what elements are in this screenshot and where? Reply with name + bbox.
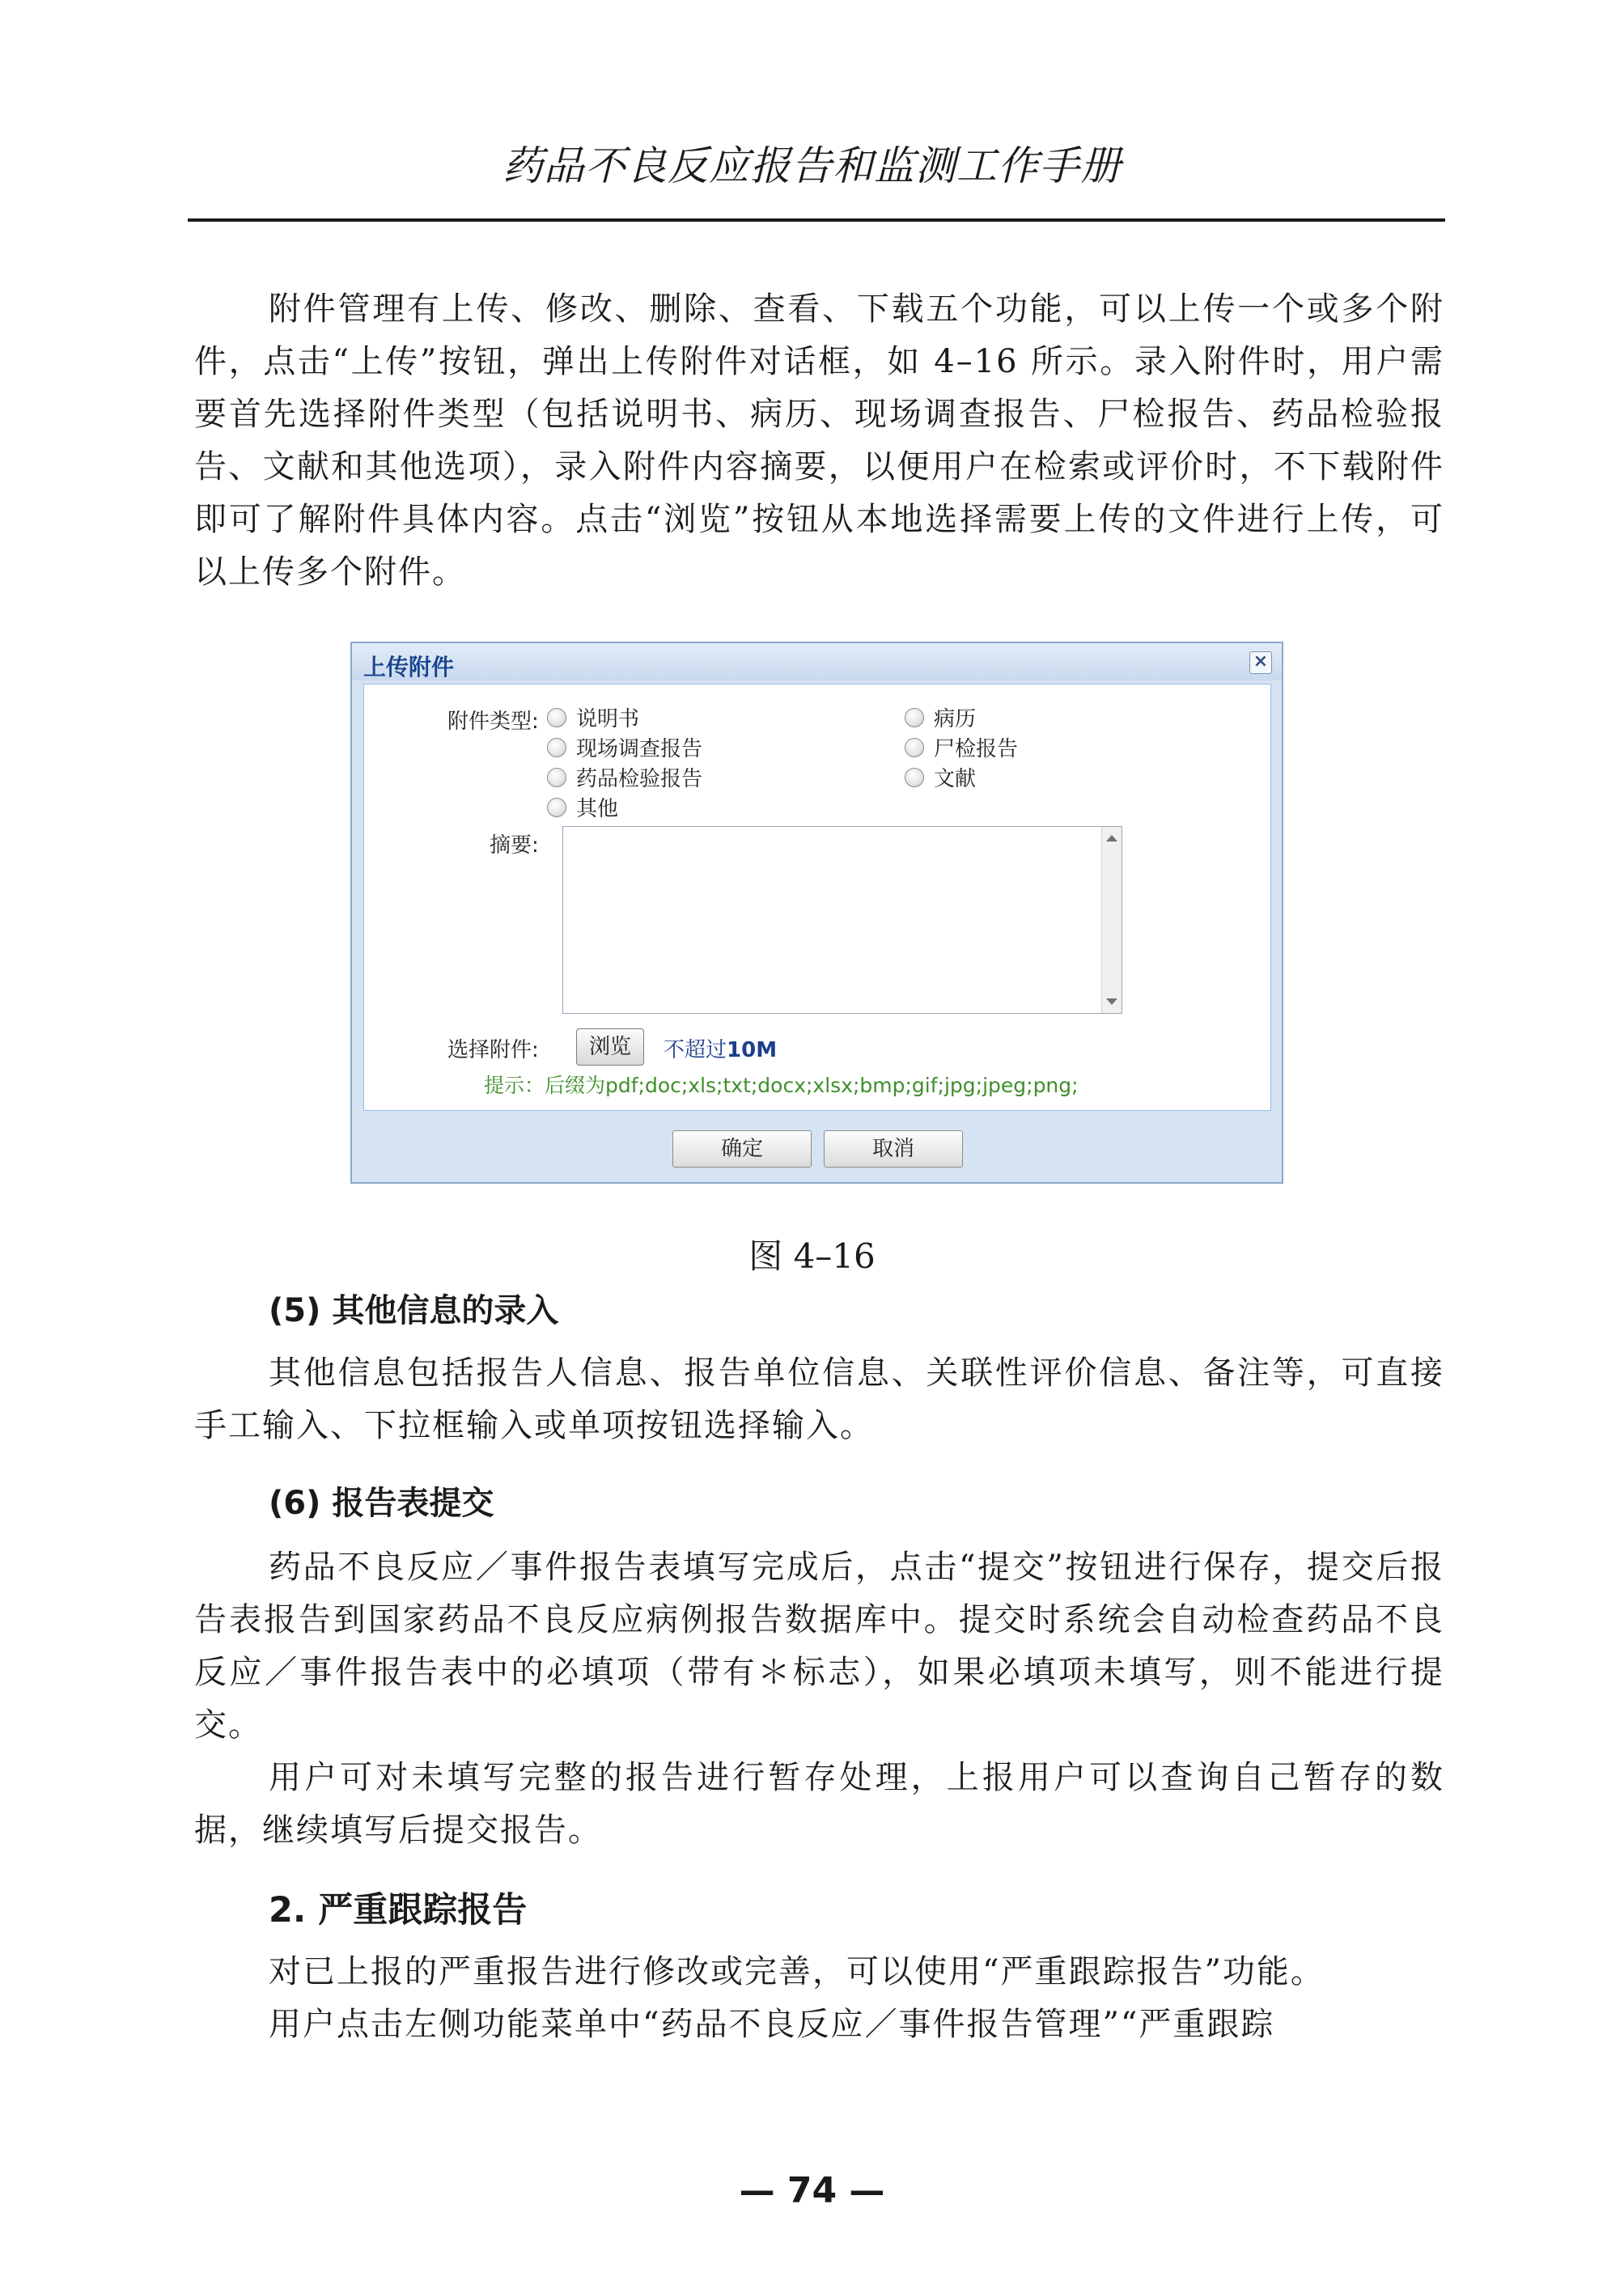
- page-number: — 74 —: [739, 2170, 885, 2211]
- radio-button-icon[interactable]: [905, 738, 924, 757]
- radio-manual[interactable]: 说明书: [547, 702, 639, 731]
- submit-paragraph: 药品不良反应／事件报告表填写完成后，点击“提交”按钮进行保存，提交后报告表报告到国家药品不良反应病例报告数据库中。提交时系统会自动检查药品不良反应／事件报告表中的必填项（带有＊标志），如果必填项未填写，则不能进行提交。: [194, 1549, 1444, 1744]
- browse-button[interactable]: 浏览: [576, 1028, 644, 1066]
- temp-save-paragraph: 用户可对未填写完整的报告进行暂存处理，上报用户可以查询自己暂存的数据，继续填写后提交报告。: [194, 1759, 1444, 1849]
- radio-button-icon[interactable]: [547, 768, 566, 787]
- scroll-up-icon[interactable]: [1106, 835, 1117, 841]
- summary-label: 摘要:: [490, 833, 539, 858]
- radio-other[interactable]: 其他: [547, 792, 618, 821]
- radio-button-icon[interactable]: [905, 768, 924, 787]
- summary-textarea[interactable]: [562, 826, 1122, 1014]
- intro-paragraph: 附件管理有上传、修改、删除、查看、下载五个功能，可以上传一个或多个附件，点击“上传”按钮，弹出上传附件对话框，如 4–16 所示。录入附件时，用户需要首先选择附件类型（包括说明书、病历、现场调查报告、尸检报告、药品检验报告、文献和其他选项），录入附件内容摘要，以便用户在检索或评价时，不下载附件即可了解附件具体内容。点击“浏览”按钮从本地选择需要上传的文件进行上传，可以上传多个附件。: [194, 290, 1444, 591]
- attachment-type-label: 附件类型:: [447, 710, 539, 734]
- serious-report-paragraph: 对已上报的严重报告进行修改或完善，可以使用“严重跟踪报告”功能。: [269, 1953, 1325, 1990]
- cancel-button[interactable]: 取消: [824, 1130, 963, 1168]
- radio-autopsy[interactable]: 尸检报告: [905, 732, 1018, 761]
- dialog-titlebar: [352, 643, 1282, 680]
- select-attachment-label: 选择附件:: [447, 1038, 539, 1062]
- radio-literature[interactable]: 文献: [905, 762, 976, 791]
- ok-button[interactable]: 确定: [672, 1130, 812, 1168]
- radio-button-icon[interactable]: [547, 708, 566, 727]
- radio-button-icon[interactable]: [547, 798, 566, 817]
- radio-site-investigation[interactable]: 现场调查报告: [547, 732, 702, 761]
- header-rule: [188, 218, 1445, 222]
- upload-attachment-dialog: [350, 642, 1283, 1184]
- close-icon[interactable]: ×: [1249, 651, 1272, 674]
- size-limit-text: 不超过10M: [664, 1038, 778, 1062]
- scrollbar[interactable]: [1101, 827, 1122, 1013]
- section-heading-6: (6) 报告表提交: [269, 1485, 494, 1522]
- radio-button-icon[interactable]: [547, 738, 566, 757]
- radio-drug-test[interactable]: 药品检验报告: [547, 762, 702, 791]
- file-type-hint: 提示：后缀为pdf;doc;xls;txt;docx;xlsx;bmp;gif;jpg;jpeg;png;: [484, 1074, 1079, 1097]
- radio-button-icon[interactable]: [905, 708, 924, 727]
- serious-report-menu-paragraph: 用户点击左侧功能菜单中“药品不良反应／事件报告管理”“严重跟踪: [269, 2006, 1275, 2043]
- section-heading-5: (5) 其他信息的录入: [269, 1292, 559, 1329]
- running-head: 药品不良反应报告和监测工作手册: [502, 142, 1122, 189]
- radio-medical-record[interactable]: 病历: [905, 702, 976, 731]
- other-info-paragraph: 其他信息包括报告人信息、报告单位信息、关联性评价信息、备注等，可直接手工输入、下拉框输入或单项按钮选择输入。: [194, 1354, 1444, 1444]
- dialog-title: 上传附件: [363, 654, 455, 680]
- section-heading-2: 2. 严重跟踪报告: [269, 1890, 528, 1931]
- figure-caption: 图 4–16: [748, 1236, 876, 1276]
- scroll-down-icon[interactable]: [1106, 998, 1117, 1005]
- dialog-body: [363, 684, 1271, 1111]
